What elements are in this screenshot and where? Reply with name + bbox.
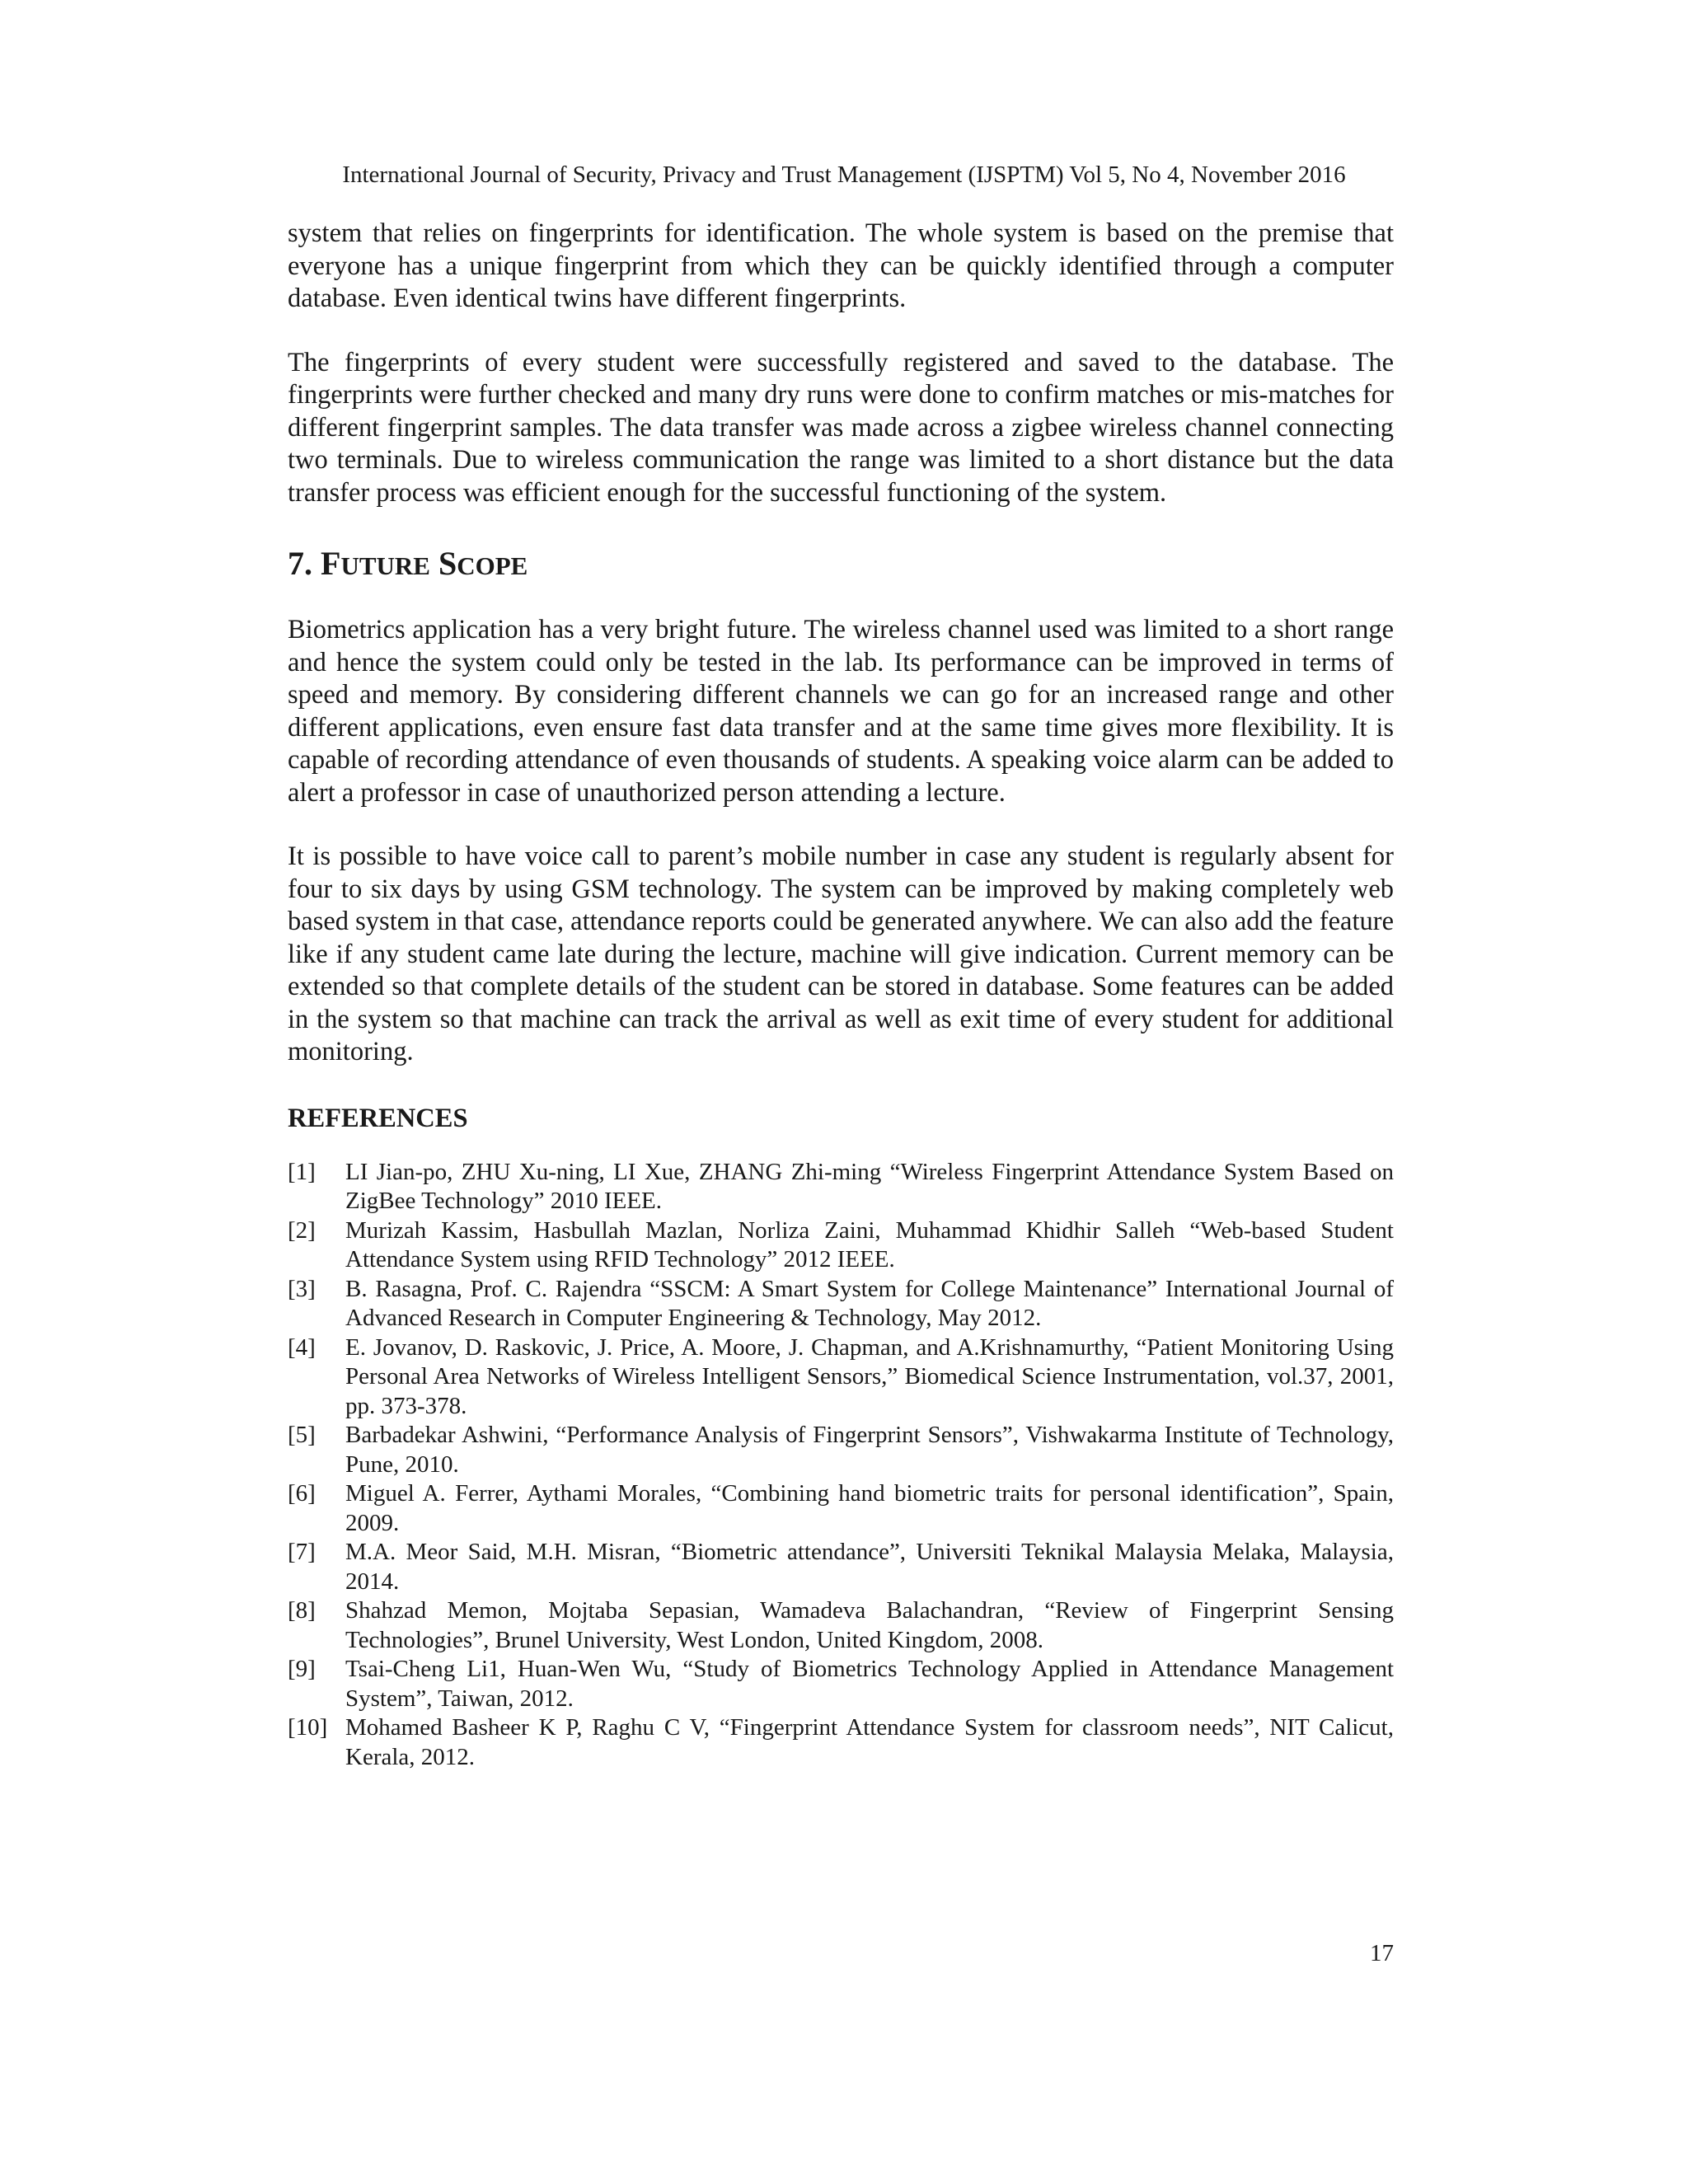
reference-text: Shahzad Memon, Mojtaba Sepasian, Wamadeva Balachandran, “Review of Fingerprint Sensing Technologies”, Brunel University, West London, United Kingdom, 2008. bbox=[345, 1597, 1394, 1653]
reference-text: Barbadekar Ashwini, “Performance Analysis of Fingerprint Sensors”, Vishwakarma Institute of Technology, Pune, 2010. bbox=[345, 1422, 1394, 1478]
running-header: International Journal of Security, Privacy and Trust Management (IJSPTM) Vol 5, No 4, November 2016 bbox=[342, 162, 1346, 188]
reference-item bbox=[288, 1333, 1394, 1422]
reference-item bbox=[288, 1596, 1394, 1655]
section-number: 7. bbox=[288, 545, 312, 582]
body-paragraph: system that relies on fingerprints for identification. The whole system is based on the premise that everyone has a unique fingerprint from which they can be quickly identified through a computer database. Even identical twins have different fingerprints. bbox=[288, 218, 1394, 313]
reference-number: [3] bbox=[288, 1275, 316, 1302]
reference-item bbox=[288, 1479, 1394, 1538]
body-paragraph: The fingerprints of every student were successfully registered and saved to the database. The fingerprints were further checked and many dry runs were done to confirm matches or mis-matches for different fingerprint samples. The data transfer was made across a zigbee wireless channel connecting two terminals. Due to wireless communication the range was limited to a short distance but the data transfer process was efficient enough for the successful functioning of the system. bbox=[288, 347, 1394, 508]
reference-text: E. Jovanov, D. Raskovic, J. Price, A. Moore, J. Chapman, and A.Krishnamurthy, “Patient Monitoring Using Personal Area Networks of Wireless Intelligent Sensors,” Biomedical Science Instrumentation, vol.37, 2001, pp. 373-378. bbox=[345, 1333, 1394, 1419]
references-heading: REFERENCES bbox=[288, 1103, 468, 1133]
reference-list bbox=[288, 1158, 1394, 1773]
body-paragraph: It is possible to have voice call to parent’s mobile number in case any student is regularly absent for four to six days by using GSM technology. The system can be improved by making completely web based system in that case, attendance reports could be generated anywhere. We can also add the feature like if any student came late during the lecture, machine will give indication. Current memory can be extended so that complete details of the student can be stored in database. Some features can be added in the system so that machine can track the arrival as well as exit time of every student for additional monitoring. bbox=[288, 841, 1394, 1066]
reference-number: [5] bbox=[288, 1422, 316, 1448]
reference-number: [9] bbox=[288, 1656, 316, 1682]
reference-item bbox=[288, 1421, 1394, 1479]
reference-number: [4] bbox=[288, 1333, 316, 1361]
reference-number: [10] bbox=[288, 1714, 328, 1741]
body-paragraph: Biometrics application has a very bright future. The wireless channel used was limited to a short range and hence the system could only be tested in the lab. Its performance can be improved in terms of speed and memory. By considering different channels we can go for an increased range and other different applications, even ensure fast data transfer and at the same time gives more flexibility. It is capable of recording attendance of even thousands of students. A speaking voice alarm can be added to alert a professor in case of unauthorized person attending a lecture. bbox=[288, 615, 1394, 808]
section-title-letter: F bbox=[321, 545, 341, 582]
reference-number: [1] bbox=[288, 1158, 316, 1185]
reference-item bbox=[288, 1538, 1394, 1596]
reference-text: Mohamed Basheer K P, Raghu C V, “Fingerprint Attendance System for classroom needs”, NIT Calicut, Kerala, 2012. bbox=[345, 1714, 1394, 1770]
section-title-smallcaps: UTURE bbox=[340, 551, 430, 580]
reference-text: Tsai-Cheng Li1, Huan-Wen Wu, “Study of Biometrics Technology Applied in Attendance Management System”, Taiwan, 2012. bbox=[345, 1656, 1394, 1712]
reference-item bbox=[288, 1158, 1394, 1216]
reference-number: [8] bbox=[288, 1597, 316, 1624]
page-content bbox=[288, 218, 1394, 1772]
reference-text: LI Jian-po, ZHU Xu-ning, LI Xue, ZHANG Zhi-ming “Wireless Fingerprint Attendance System Based on ZigBee Technology” 2010 IEEE. bbox=[345, 1158, 1394, 1214]
reference-text: Murizah Kassim, Hasbullah Mazlan, Norliza Zaini, Muhammad Khidhir Salleh “Web-based Student Attendance System using RFID Technology” 2012 IEEE. bbox=[345, 1216, 1394, 1272]
reference-item bbox=[288, 1216, 1394, 1275]
reference-text: Miguel A. Ferrer, Aythami Morales, “Combining hand biometric traits for personal identification”, Spain, 2009. bbox=[345, 1480, 1394, 1536]
reference-item bbox=[288, 1275, 1394, 1333]
section-heading-future-scope bbox=[288, 544, 1394, 586]
reference-item bbox=[288, 1713, 1394, 1772]
reference-item bbox=[288, 1655, 1394, 1713]
reference-number: [6] bbox=[288, 1480, 316, 1507]
section-title-letter: S bbox=[438, 545, 457, 582]
page-number: 17 bbox=[1370, 1940, 1394, 1966]
reference-text: B. Rasagna, Prof. C. Rajendra “SSCM: A Smart System for College Maintenance” International Journal of Advanced Research in Computer Engineering & Technology, May 2012. bbox=[345, 1275, 1394, 1331]
section-title-smallcaps: COPE bbox=[457, 551, 528, 580]
reference-text: M.A. Meor Said, M.H. Misran, “Biometric attendance”, Universiti Teknikal Malaysia Melaka, Malaysia, 2014. bbox=[345, 1539, 1394, 1595]
reference-number: [7] bbox=[288, 1539, 316, 1565]
reference-number: [2] bbox=[288, 1216, 316, 1244]
